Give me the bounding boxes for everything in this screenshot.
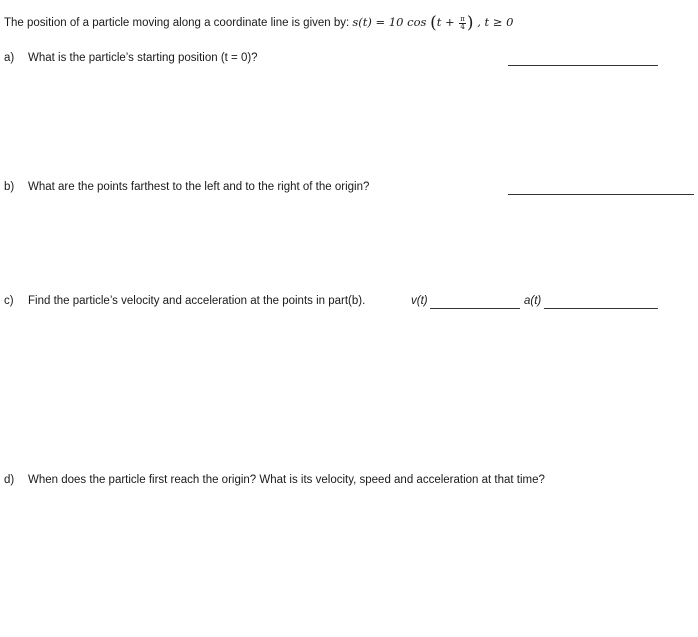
question-d [4, 474, 545, 486]
question-c [4, 295, 365, 307]
question-c-text: Find the particle’s velocity and acceleration at the points in part(b). [28, 295, 366, 307]
velocity-answer [411, 295, 428, 307]
right-paren: ) [466, 13, 474, 33]
formula-lhs: s(t) = 10 cos [352, 15, 427, 29]
acceleration-answer [524, 295, 541, 307]
answer-a-blank[interactable] [508, 65, 658, 66]
question-b [4, 181, 369, 193]
velocity-answer-blank[interactable] [430, 308, 520, 309]
pi-over-four-fraction [459, 16, 466, 31]
question-d-label: d) [4, 474, 15, 486]
question-a-text: What is the particle’s starting position (t = 0)? [28, 52, 258, 64]
problem-intro-text: The position of a particle moving along a coordinate line is given by: [4, 17, 350, 29]
left-paren: ( [430, 13, 437, 33]
fraction-numerator: π [460, 14, 465, 23]
fraction-denominator: 4 [460, 22, 465, 31]
question-a [4, 52, 258, 64]
question-c-label: c) [4, 295, 14, 307]
problem-statement [4, 14, 513, 31]
question-d-text: When does the particle first reach the origin? What is its velocity, speed and acceleration at that time? [28, 474, 545, 486]
question-a-label: a) [4, 52, 15, 64]
question-b-label: b) [4, 181, 15, 193]
question-b-text: What are the points farthest to the left and to the right of the origin? [28, 181, 370, 193]
formula-inner: t + [436, 15, 459, 29]
position-formula [352, 13, 514, 33]
velocity-label: v(t) [411, 295, 428, 307]
acceleration-label: a(t) [524, 295, 542, 307]
answer-b-blank[interactable] [508, 194, 694, 195]
formula-condition: , t ≥ 0 [477, 15, 514, 29]
acceleration-answer-blank[interactable] [544, 308, 658, 309]
